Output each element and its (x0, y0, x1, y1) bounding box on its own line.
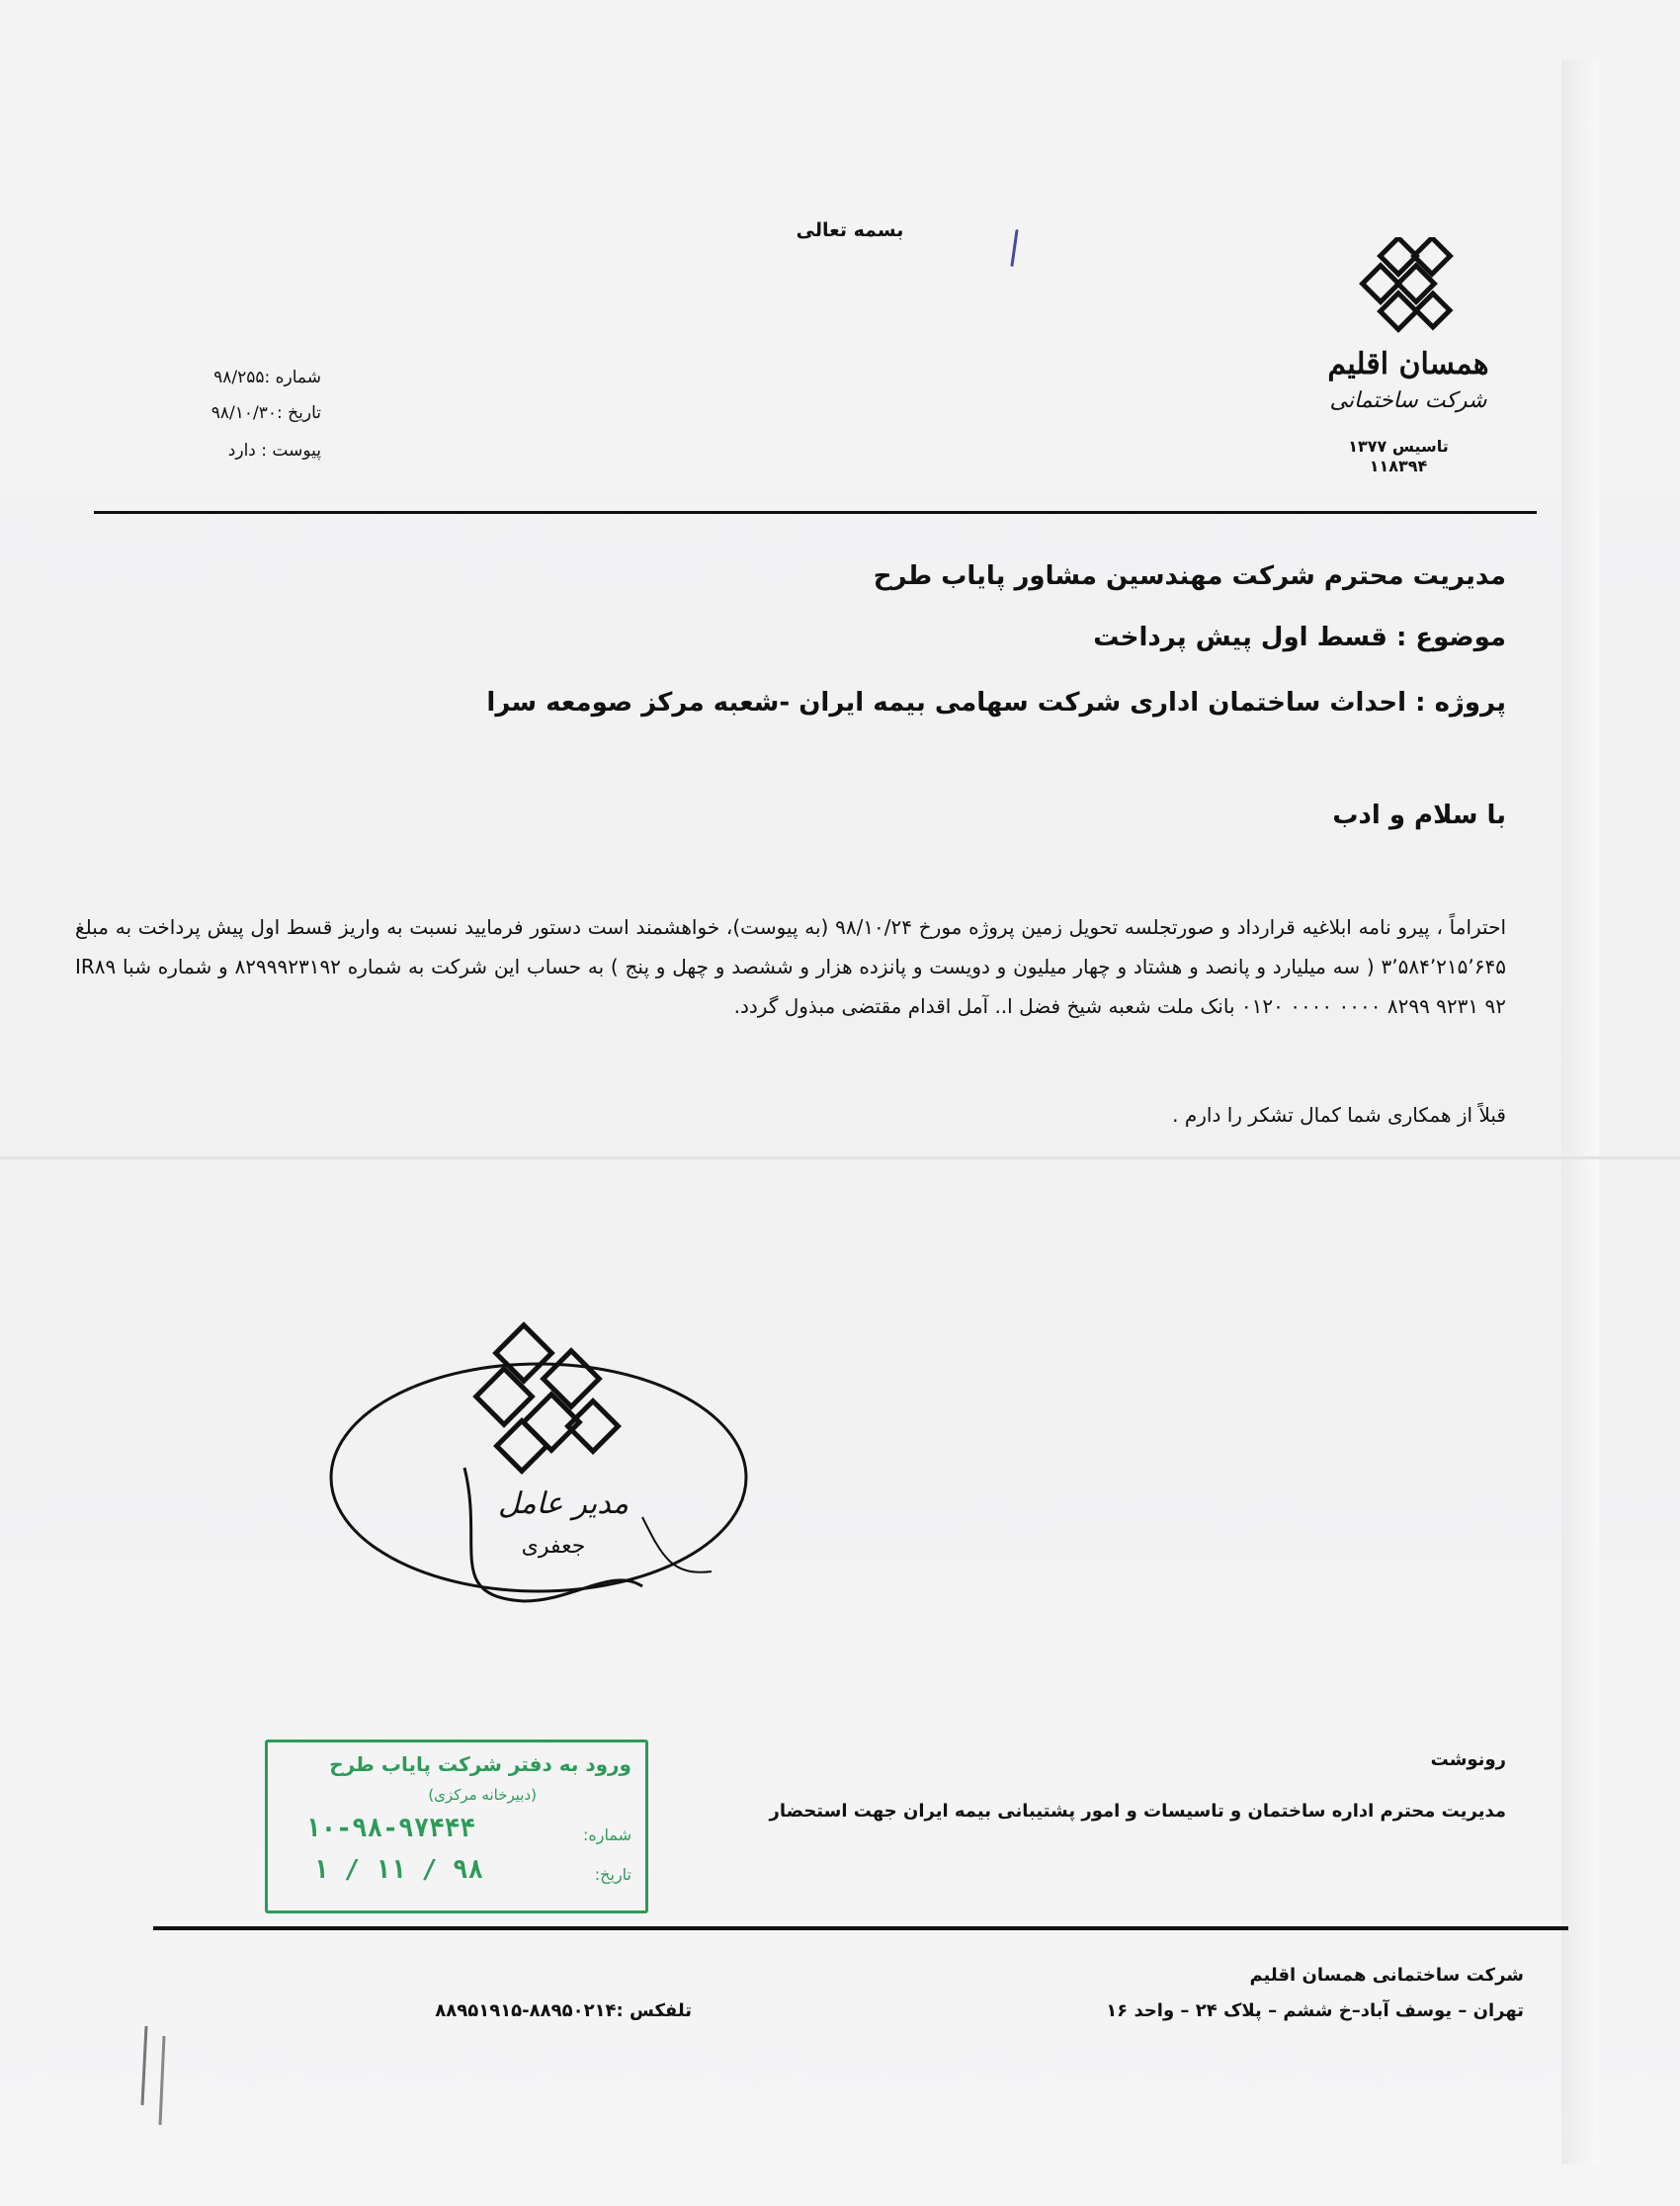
company-seal-stamp (316, 1319, 761, 1616)
closing-thanks: قبلاً از همکاری شما کمال تشکر را دارم . (1172, 1103, 1506, 1127)
subject: موضوع : قسط اول پیش پرداخت (1093, 623, 1506, 652)
cc-recipient: مدیریت محترم اداره ساختمان و تاسیسات و امور پشتیبانی بیمه ایران جهت استحضار (769, 1801, 1506, 1822)
footer-fax: تلفکس :۸۸۹۵۰۲۱۴-۸۸۹۵۱۹۱۵ (435, 2000, 692, 2021)
basmala: بسمه تعالی (796, 219, 904, 241)
entry-stamp-date-label: تاریخ: (594, 1865, 631, 1884)
letter-body: احتراماً ، پیرو نامه ابلاغیه قرارداد و صورتجلسه تحویل زمین پروژه مورخ ۹۸/۱۰/۲۴ (به پیوست)، خواهشمند است دستور فرمایید نسبت به واریز قسط اول پیش پرداخت به مبلغ ۳٬۵۸۴٬۲۱۵٬۶۴۵ ( سه میلیارد و پانصد و هشتاد و چهار میلیون و دویست و پانزده هزار و ششصد و چهل و پنج ) به حساب این شرکت به شماره ۸۲۹۹۹۲۳۱۹۲ و شماره شبا IR۸۹ ۰۱۲۰ ۰۰۰۰ ۰۰۰۰ ۸۲۹۹ ۹۲۳۱ ۹۲ بانک ملت شعبه شیخ فضل ا.. آمل اقدام مقتضی مبذول گردد. (75, 915, 1506, 1018)
company-logo-icon (1324, 237, 1492, 455)
fold-line (0, 1156, 1680, 1159)
entry-stamp-number-value: ۱۰-۹۸-۹۷۴۴۴ (305, 1814, 476, 1843)
letter-date: تاریخ :۹۸/۱۰/۳۰ (210, 403, 321, 423)
greeting: با سلام و ادب (1332, 801, 1506, 830)
entry-stamp-title: ورود به دفتر شرکت پایاب طرح (329, 1752, 631, 1776)
project: پروژه : احداث ساختمان اداری شرکت سهامی بیمه ایران -شعبه مرکز صومعه سرا (486, 688, 1506, 718)
entry-stamp-date-value: ۹۸ / ۱۱ / ۱ (313, 1855, 484, 1885)
pen-marks (126, 2016, 186, 2145)
recipient: مدیریت محترم شرکت مهندسین مشاور پایاب طرح (873, 561, 1506, 591)
logo-company-name: همسان اقلیم (1327, 347, 1489, 382)
header-divider (94, 511, 1537, 514)
logo-registration: ۱۱۸۳۹۴ (1369, 457, 1428, 475)
letter-attachment: پیوست : دارد (227, 441, 321, 461)
logo-founded (1319, 437, 1477, 476)
cc-heading: رونوشت (1430, 1749, 1506, 1770)
footer-company: شرکت ساختمانی همسان اقلیم (1249, 1965, 1524, 1986)
letter-number: شماره :۹۸/۲۵۵ (213, 368, 321, 387)
entry-stamp-number-label: شماره: (582, 1825, 631, 1844)
footer-divider (153, 1926, 1568, 1930)
logo-company-type: شرکت ساختمانی (1329, 388, 1487, 413)
footer-address: تهران – یوسف آباد–خ ششم – پلاک ۲۴ – واحد ۱۶ (1106, 2000, 1524, 2021)
seal-name: جعفری (521, 1534, 586, 1559)
seal-title: مدیر عامل (497, 1486, 630, 1521)
scan-shadow (1561, 59, 1599, 2164)
entry-stamp-subtitle: (دبیرخانه مرکزی) (428, 1786, 537, 1804)
entry-stamp (265, 1739, 648, 1913)
logo-founded-year: تاسیس ۱۳۷۷ (1348, 437, 1449, 456)
